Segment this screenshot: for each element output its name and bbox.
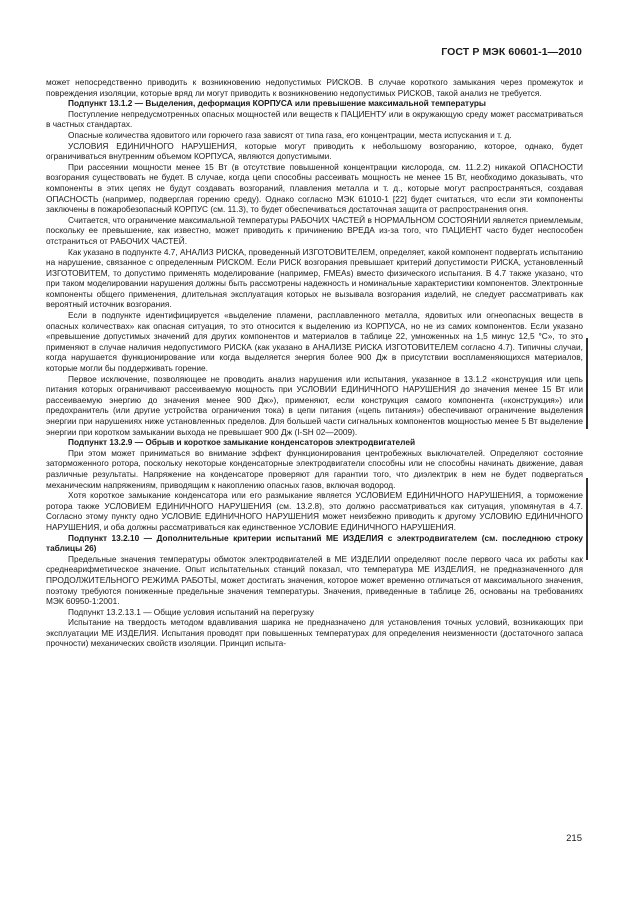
paragraph: Опасные количества ядовитого или горючего газа зависят от типа газа, его концентрации, места испускания и т. д. (68, 129, 512, 140)
paragraph: УСЛОВИЯ ЕДИНИЧНОГО НАРУШЕНИЯ, которые могут приводить к небольшому возгоранию, которое, однако, будет ограничиваться внутренним объемом КОРПУСА, являются допустимыми. (46, 140, 583, 162)
revision-bar (586, 338, 588, 429)
section-heading: Подпункт 13.2.10 — Дополнительные критерии испытаний МЕ ИЗДЕЛИЯ с электродвигателем (см. последнюю строку таблицы 26) (46, 532, 583, 554)
page-number: 215 (566, 833, 582, 844)
document-body (46, 77, 583, 649)
revision-bar (586, 478, 588, 560)
paragraph: Испытание на твердость методом вдавливания шарика не предназначено для установления точных условий, возникающих при эксплуатации МЕ ИЗДЕЛИЯ. Испытания проводят при повышенных температурах для определения неизменности (достаточного запаса прочности) механических свойств изоляции. Принцип испыта- (46, 617, 583, 649)
paragraph: При этом может приниматься во внимание эффект функционирования центробежных выключателей. Определяют состояние заторможенного ротора, поскольку некоторые конденсаторные электродвигатели способны или не способны начинать движение, давая различные результаты. Напряжение на конденсаторе проверяют для гарантии того, что диэлектрик в нем не будет подвергаться механическим напряжениям, приводящим к накоплению опасных газов, включая водород. (46, 447, 583, 490)
paragraph: Считается, что ограничение максимальной температуры РАБОЧИХ ЧАСТЕЙ в НОРМАЛЬНОМ СОСТОЯНИИ является приемлемым, поскольку ее превышение, как известно, может приводить к причинению ВРЕДА из-за того, что ПАЦИЕНТ часто будет неспособен отстраниться от РАБОЧИХ ЧАСТЕЙ. (46, 214, 583, 246)
subsection-title: Подпункт 13.2.13.1 — Общие условия испытаний на перегрузку (68, 606, 314, 617)
paragraph: Предельные значения температуры обмоток электродвигателей в МЕ ИЗДЕЛИИ определяют после первого часа их работы как среднеарифметическое значение. Опыт испытательных станций показал, что температура МЕ ИЗДЕЛИЯ, не предназначенного для ПРОДОЛЖИТЕЛЬНОГО РЕЖИМА РАБОТЫ, может достигать значения, которое может временно отличаться от максимального значения, поэтому требуются пониженные предельные значения температуры. Значения, приведенные в таблице 26, основаны на требованиях МЭК 60950-1:2001. (46, 553, 583, 607)
paragraph: Поступление непредусмотренных опасных мощностей или веществ к ПАЦИЕНТУ или в окружающую среду может рассматриваться в частных стандартах. (46, 108, 583, 130)
paragraph: может непосредственно приводить к возникновению недопустимых РИСКОВ. В случае короткого замыкания через промежуток и повреждения изоляции, которые вряд ли могут приводить к возникновению недопустимых РИСКОВ, такой анализ не требуется. (46, 77, 583, 98)
section-heading: Подпункт 13.2.9 — Обрыв и короткое замыкание конденсаторов электродвигателей (68, 437, 416, 448)
paragraph: Если в подпункте идентифицируется «выделение пламени, расплавленного металла, ядовитых или огнеопасных веществ в опасных количествах» как опасная ситуация, то это относится к выделению из КОРПУСА, но не из самих компонентов. Если указано «превышение допустимых значений для других компонентов и материалов в таблице 22, умноженных на 1,5 минус 12,5 °С», то это применяют в случае наличия недопустимого РИСКА (как указано в АНАЛИЗЕ РИСКА ИЗГОТОВИТЕЛЕМ согласно 4.7). Типичны случаи, когда нарушается функционирование или когда выделяется энергия более 900 Дж в присутствии воспламеняющихся материалов, которые могли бы поддерживать горение. (46, 310, 583, 374)
paragraph: При рассеянии мощности менее 15 Вт (в отсутствие повышенной концентрации кислорода, см. 11.2.2) никакой ОПАСНОСТИ возгорания существовать не будет. В случае, когда цепи способны рассеивать мощность не менее 15 Вт, необходимо доказывать, что компоненты в этих цепях не будут создавать возгораний, плавления металла и т. д., которые могут распространяться, создавая ОПАСНОСТЬ (например, подверглая горению среду). Однако согласно МЭК 61010-1 [22] будет считаться, что если эти компоненты заключены в пожаробезопасный КОРПУС (см. 11.3), то будет обеспечиваться достаточная защита от распространения огня. (46, 161, 583, 215)
section-heading: Подпункт 13.1.2 — Выделения, деформация КОРПУСА или превышение максимальной температуры (68, 98, 486, 109)
paragraph: Как указано в подпункте 4.7, АНАЛИЗ РИСКА, проведенный ИЗГОТОВИТЕЛЕМ, определяет, какой компонент подвергать испытанию на нарушение, связанное с определенным РИСКОМ. Если РИСК возгорания превышает критерий допустимости РИСКА, установленный ИЗГОТОВИТЕМ, то допустимо применять моделирование (например, FMEAs) вместо физического испытания. В 4.7 также указано, что при таком моделировании нарушения должны быть рассмотрены надежность и номинальные характеристики компонентов. Электронные компоненты общего применения, длительная эксплуатация которых не вызывала возгорания изделий, не следует рассматривать как вероятный источник возгорания. (46, 246, 583, 310)
paragraph: Первое исключение, позволяющее не проводить анализ нарушения или испытания, указанное в 13.1.2 «конструкция или цепь питания которых ограничивают рассеиваемую мощность при УСЛОВИИ ЕДИНИЧНОГО НАРУШЕНИЯ до значения менее 15 Вт или рассеиваемую энергию до значения менее 900 Дж»), применяют, если конструкция самого компонента («конструкция») или предохранитель (или другие устройства ограничения тока) в цепи питания («цепь питания») обеспечивают ограничение выделения энергии при нарушениях ниже установленных пределов. Для большей части сигнальных компонентов мощностью менее 5 Вт выделение энергии при коротком замыкании выхода не превышает 900 Дж (I-SH 02—2009). (46, 373, 583, 437)
standard-header: ГОСТ Р МЭК 60601-1—2010 (441, 46, 582, 58)
paragraph: Хотя короткое замыкание конденсатора или его размыкание является УСЛОВИЕМ ЕДИНИЧНОГО НАРУШЕНИЯ, а торможение ротора также УСЛОВИЕМ ЕДИНИЧНОГО НАРУШЕНИЯ (см. 13.2.8), это должно рассматриваться как ситуация, упомянутая в 4.7. Согласно этому пункту одно УСЛОВИЕ ЕДИНИЧНОГО НАРУШЕНИЯ может неизбежно приводить к другому УСЛОВИЮ ЕДИНИЧНОГО НАРУШЕНИЯ, и оба должны рассматриваться как единственное УСЛОВИЕ ЕДИНИЧНОГО НАРУШЕНИЯ. (46, 490, 583, 532)
